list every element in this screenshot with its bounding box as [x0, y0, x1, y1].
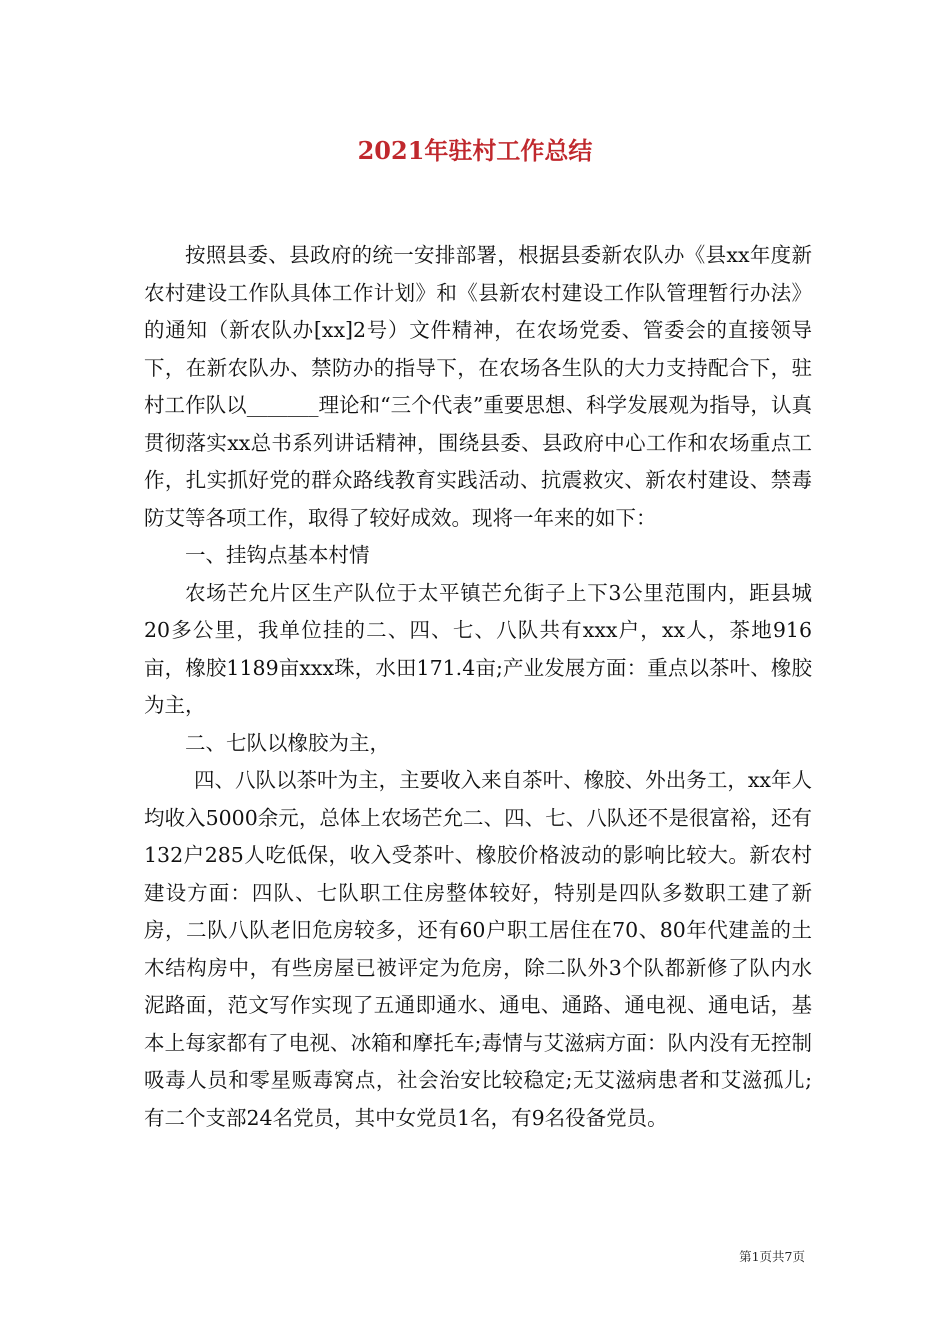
section-heading-village-info: 一、挂钩点基本村情	[185, 543, 370, 567]
paragraph-rubber-teams: 二、七队以橡胶为主，	[185, 730, 390, 755]
paragraph-intro: 按照县委、县政府的统一安排部署，根据县委新农队办《县xx年度新农村建设工作队具体工作计划》和《县新农村建设工作队管理暂行办法》的通知（新农队办[xx]2号）文件精神，在农场党委、管委会的直接领导下，在新农队办、禁防办的指导下，在农场各生队的大力支持配合下，驻村工作队以_______理论和“三个代表”重要思想、科学发展观为指导，认真贯彻落实xx总书系列讲话精神，围绕县委、县政府中心工作和农场重点工作，扎实抓好党的群众路线教育实践活动、抗震救灾、新农村建设、禁毒防艾等各项工作，取得了较好成效。现将一年来的如下：	[144, 243, 812, 530]
document-body	[144, 237, 812, 1137]
paragraph-village-info: 农场芒允片区生产队位于太平镇芒允街子上下3公里范围内，距县城20多公里，我单位挂的二、四、七、八队共有xxx户，xx人，茶地916亩，橡胶1189亩xxx珠，水田171.4亩;产业发展方面：重点以茶叶、橡胶为主，	[144, 580, 812, 717]
page-number-footer: 第1页共7页	[739, 1249, 805, 1264]
page-title: 2021年驻村工作总结	[357, 136, 593, 165]
paragraph-tea-teams: 四、八队以茶叶为主，主要收入来自茶叶、橡胶、外出务工，xx年人均收入5000余元，总体上农场芒允二、四、七、八队还不是很富裕，还有132户285人吃低保，收入受茶叶、橡胶价格波动的影响比较大。新农村建设方面：四队、七队职工住房整体较好，特别是四队多数职工建了新房，二队八队老旧危房较多，还有60户职工居住在70、80年代建盖的土木结构房中，有些房屋已被评定为危房，除二队外3个队都新修了队内水泥路面，范文写作实现了五通即通水、通电、通路、通电视、通电话，基本上每家都有了电视、冰箱和摩托车;毒情与艾滋病方面：队内没有无控制吸毒人员和零星贩毒窝点，社会治安比较稳定;无艾滋病患者和艾滋孤儿;有二个支部24名党员，其中女党员1名，有9名役备党员。	[144, 768, 812, 1130]
